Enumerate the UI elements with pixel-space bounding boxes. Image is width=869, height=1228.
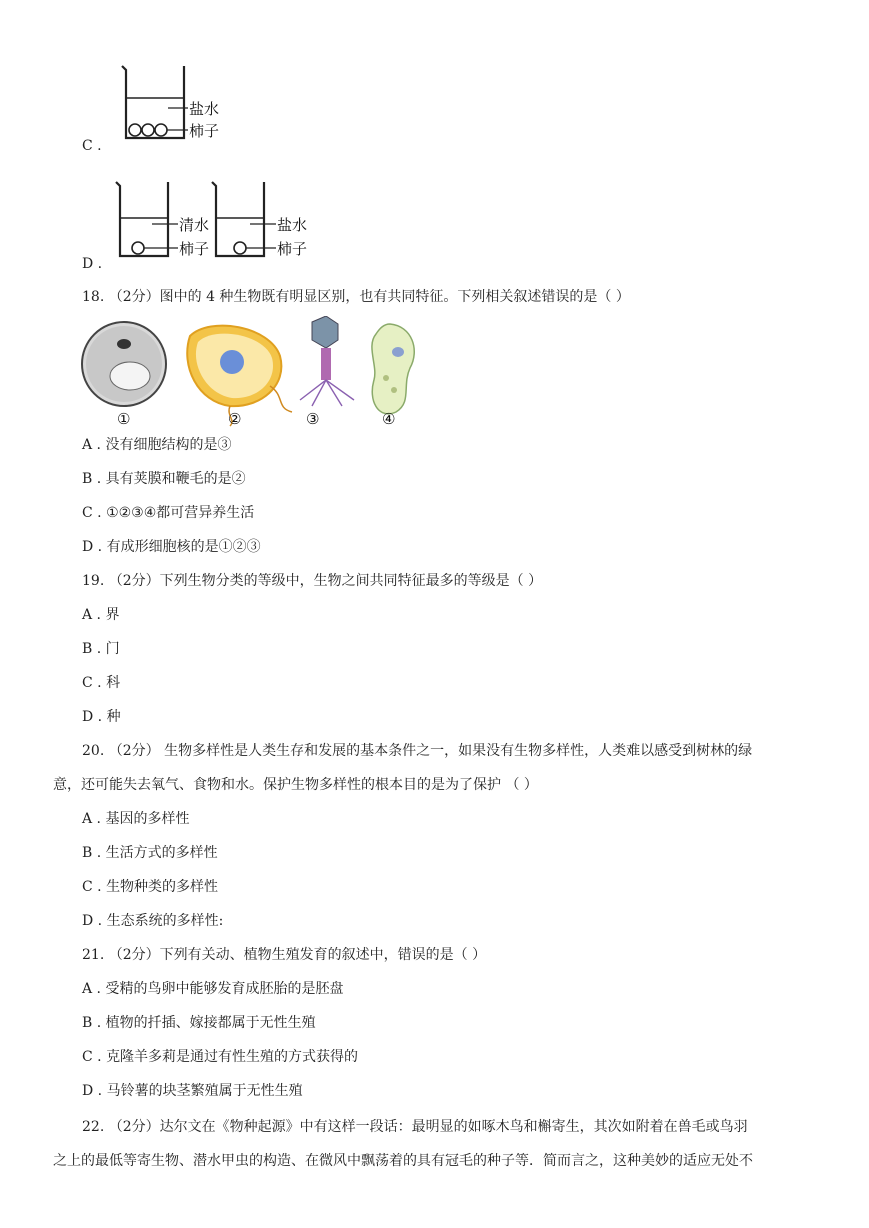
label-organism-1: ① [117, 410, 131, 428]
protozoan-illustration [372, 324, 414, 414]
label-organism-4: ④ [382, 410, 396, 428]
q21-option-a[interactable]: A . 受精的鸟卵中能够发育成胚胎的是胚盘 [82, 981, 344, 997]
virus-illustration [300, 316, 354, 406]
label-persimmon: 柿子 [179, 240, 210, 258]
label-persimmon: 柿子 [277, 240, 308, 258]
label-fresh-water: 清水 [179, 216, 210, 234]
q21-option-b[interactable]: B . 植物的扦插、嫁接都属于无性生殖 [82, 1015, 316, 1031]
q21-stem: 21. （2分）下列有关动、植物生殖发育的叙述中，错误的是（ ） [82, 947, 487, 963]
q18-option-a[interactable]: A . 没有细胞结构的是③ [82, 437, 232, 453]
q22-stem-line2: 之上的最低等寄生物、潜水甲虫的构造、在微风中飘荡着的具有冠毛的种子等．简而言之，这种美妙的适应无处不 [53, 1153, 753, 1169]
label-salt-water: 盐水 [189, 100, 220, 118]
q21-option-c[interactable]: C . 克隆羊多莉是通过有性生殖的方式获得的 [82, 1049, 359, 1065]
cell-1-illustration [82, 322, 166, 406]
beaker-figure-c [112, 62, 232, 144]
option-c-label: C . [82, 138, 102, 154]
q19-option-b[interactable]: B . 门 [82, 641, 120, 657]
label-persimmon: 柿子 [189, 122, 220, 140]
q18-stem: 18. （2分）图中的 4 种生物既有明显区别，也有共同特征。下列相关叙述错误的是（ ） [82, 289, 630, 305]
option-d-label: D . [82, 256, 103, 272]
q19-option-c[interactable]: C . 科 [82, 675, 121, 691]
organisms-figure [80, 316, 420, 428]
q21-option-d[interactable]: D . 马铃薯的块茎繁殖属于无性生殖 [82, 1083, 303, 1099]
q20-option-d[interactable]: D . 生态系统的多样性: [82, 913, 224, 929]
beaker-figure-d [112, 178, 332, 262]
q19-stem: 19. （2分）下列生物分类的等级中，生物之间共同特征最多的等级是（ ） [82, 573, 543, 589]
q20-stem-line2: 意，还可能失去氧气、食物和水。保护生物多样性的根本目的是为了保护 （ ） [53, 777, 538, 793]
q20-stem-line1: 20. （2分） 生物多样性是人类生存和发展的基本条件之一，如果没有生物多样性，人类难以感受到树林的绿 [82, 743, 753, 759]
q19-option-a[interactable]: A . 界 [82, 607, 120, 623]
label-organism-2: ② [228, 410, 242, 428]
q18-option-c[interactable]: C . ①②③④都可营异养生活 [82, 505, 255, 521]
q20-option-a[interactable]: A . 基因的多样性 [82, 811, 190, 827]
q20-option-b[interactable]: B . 生活方式的多样性 [82, 845, 218, 861]
q22-stem-line1: 22. （2分）达尔文在《物种起源》中有这样一段话：最明显的如啄木鸟和槲寄生，其次如附着在兽毛或鸟羽 [82, 1119, 748, 1135]
label-salt-water: 盐水 [277, 216, 308, 234]
q20-option-c[interactable]: C . 生物种类的多样性 [82, 879, 219, 895]
q18-option-d[interactable]: D . 有成形细胞核的是①②③ [82, 539, 261, 555]
q19-option-d[interactable]: D . 种 [82, 709, 121, 725]
q18-option-b[interactable]: B . 具有荚膜和鞭毛的是② [82, 471, 246, 487]
label-organism-3: ③ [306, 410, 320, 428]
